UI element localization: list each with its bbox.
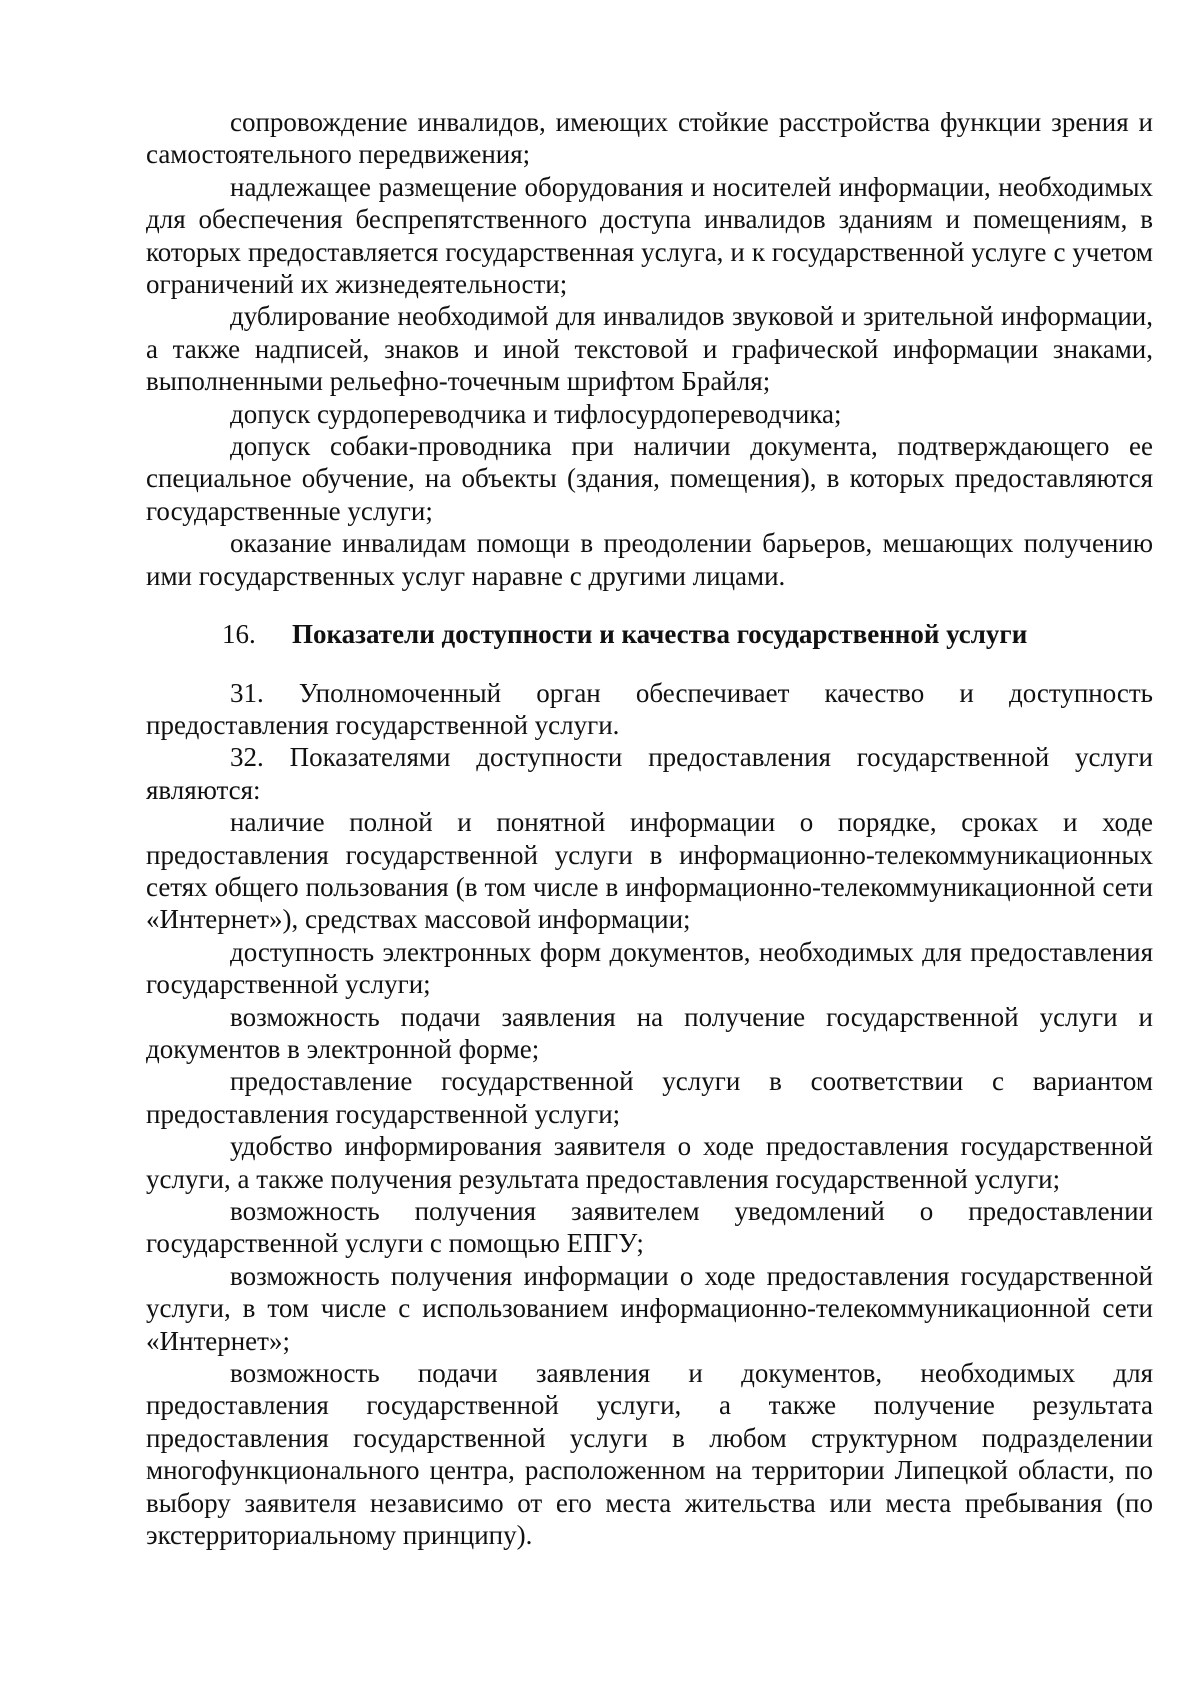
- paragraph-epgu-notifications: возможность получения заявителем уведомлений о предоставлении государственной услуги с помощью ЕПГУ;: [146, 1196, 1153, 1259]
- section-number: 16.: [222, 619, 256, 650]
- paragraph-guide-dog: допуск собаки-проводника при наличии документа, подтверждающего ее специальное обучение, на объекты (здания, помещения), в которых предоставляются государственные услуги;: [146, 431, 1153, 526]
- paragraph-service-variant: предоставление государственной услуги в соответствии с вариантом предоставления государственной услуги;: [146, 1066, 1153, 1129]
- paragraph-braille-duplication: дублирование необходимой для инвалидов звуковой и зрительной информации, а также надписей, знаков и иной текстовой и графической информации знаками, выполненными рельефно-точечным шрифтом Брайля;: [146, 301, 1153, 397]
- paragraph-extraterritorial: возможность подачи заявления и документов, необходимых для предоставления государственной услуги, а также получение результата предоставления государственной услуги в любом структурном подразделении многофункционального центра, расположенном на территории Липецкой области, по выбору заявителя независимо от его места жительства или места пребывания (по экстерриториальному принципу).: [146, 1358, 1153, 1551]
- paragraph-information-availability: наличие полной и понятной информации о порядке, сроках и ходе предоставления государственной услуги в информационно-телекоммуникационных сетях общего пользования (в том числе в информационно-телекоммуникационной сети «Интернет»), средствах массовой информации;: [146, 807, 1153, 935]
- paragraph-progress-information: возможность получения информации о ходе предоставления государственной услуги, в том числе с использованием информационно-телекоммуникационной сети «Интернет»;: [146, 1260, 1153, 1356]
- paragraph-equipment-placement: надлежащее размещение оборудования и носителей информации, необходимых для обеспечения беспрепятственного доступа инвалидов зданиям и помещениям, в которых предоставляется государственная услуга, и к государственной услуге с учетом ограничений их жизнедеятельности;: [146, 171, 1153, 300]
- paragraph-32: 32. Показателями доступности предоставления государственной услуги являются:: [146, 742, 1153, 805]
- paragraph-electronic-submission: возможность подачи заявления на получение государственной услуги и документов в электронной форме;: [146, 1001, 1153, 1064]
- section-title: Показатели доступности и качества государственной услуги: [292, 619, 1028, 650]
- paragraph-sign-interpreter: допуск сурдопереводчика и тифлосурдопереводчика;: [230, 398, 842, 429]
- section-heading: [146, 618, 1153, 650]
- paragraph-electronic-forms: доступность электронных форм документов, необходимых для предоставления государственной услуги;: [146, 936, 1153, 1000]
- paragraph-escort-disabled: сопровождение инвалидов, имеющих стойкие расстройства функции зрения и самостоятельного передвижения;: [146, 107, 1153, 170]
- paragraph-31: 31. Уполномоченный орган обеспечивает качество и доступность предоставления государственной услуги.: [146, 677, 1153, 740]
- paragraph-barrier-assistance: оказание инвалидам помощи в преодолении барьеров, мешающих получению ими государственных услуг наравне с другими лицами.: [146, 528, 1153, 591]
- paragraph-informing-convenience: удобство информирования заявителя о ходе предоставления государственной услуги, а также получения результата предоставления государственной услуги;: [146, 1131, 1153, 1194]
- document-body: [146, 106, 1153, 1551]
